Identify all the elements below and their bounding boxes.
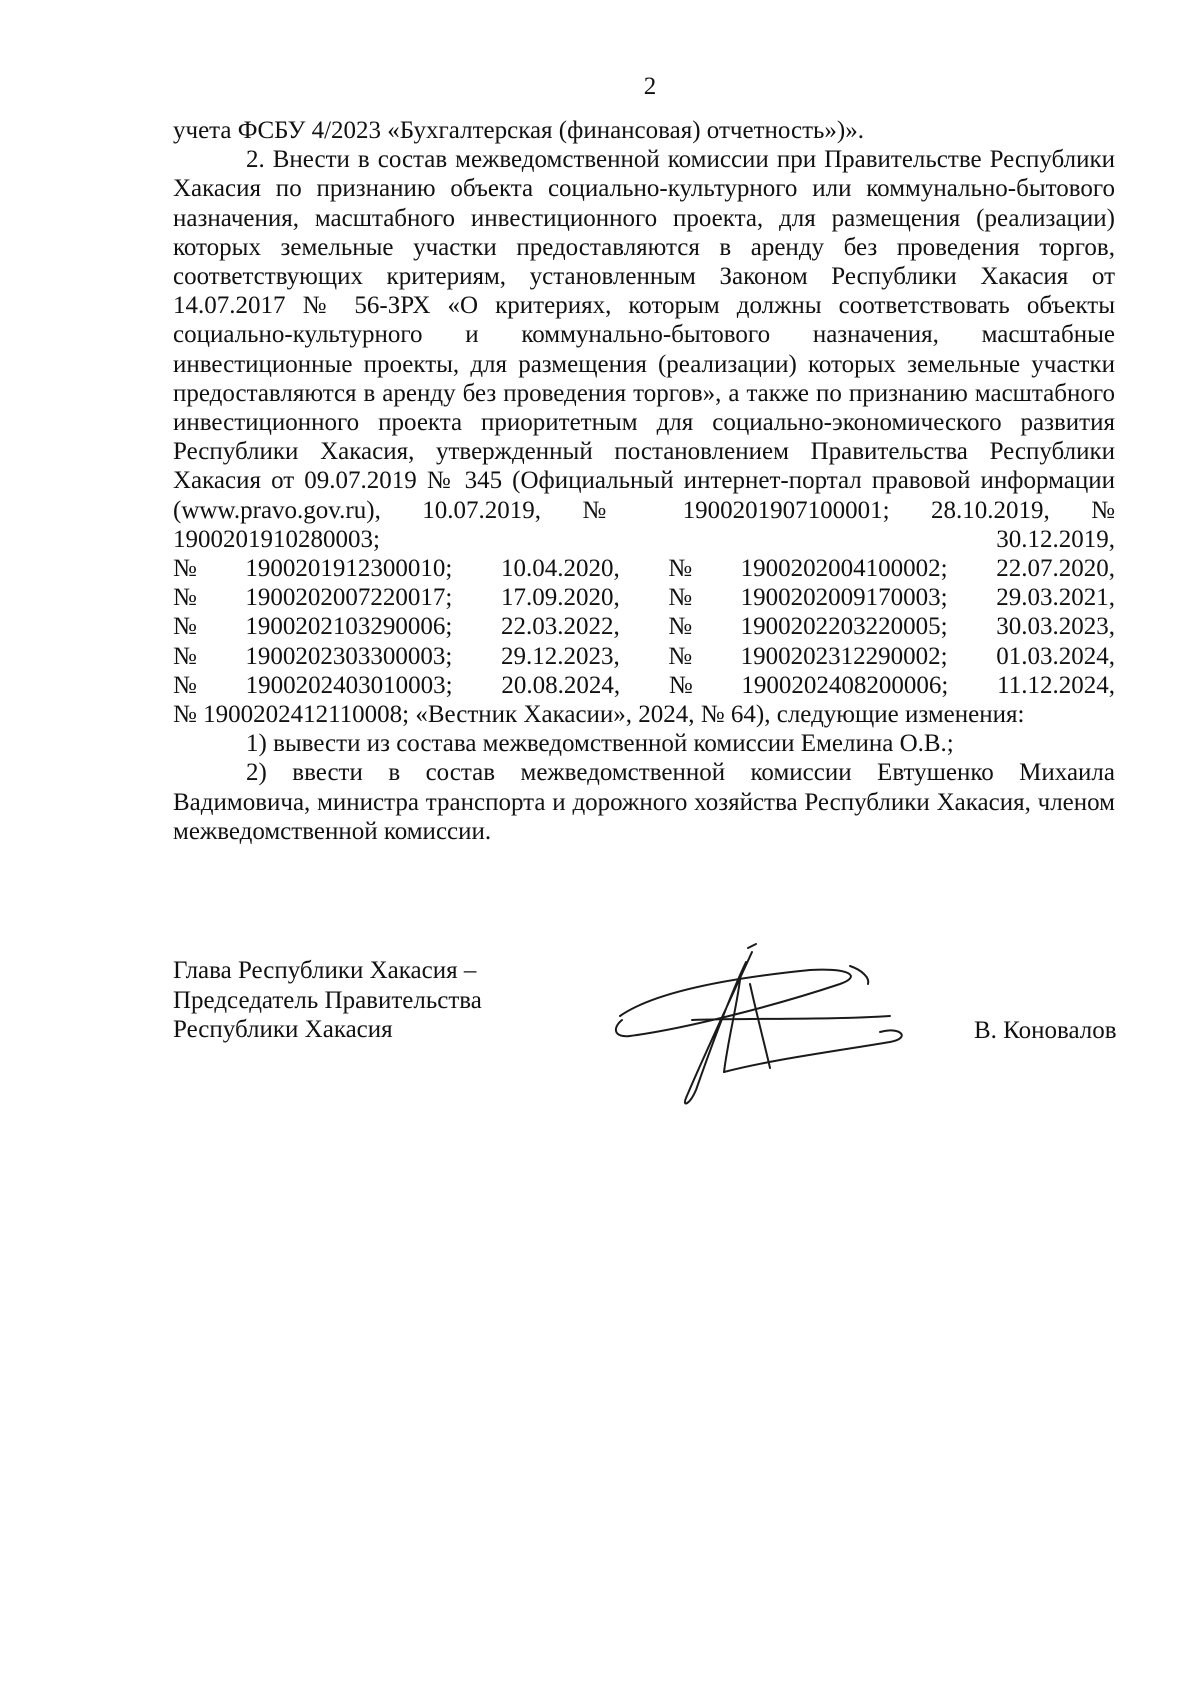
item-2-closing-line: № 1900202412110008; «Вестник Хакасии», 2024, № 64), следующие изменения: — [173, 700, 1025, 728]
registry-cell: № — [173, 642, 197, 670]
registry-cell: № — [668, 671, 693, 699]
page-number: 2 — [643, 73, 657, 100]
signatory-title-line: Глава Республики Хакасия – — [173, 957, 477, 984]
registry-cell: 22.03.2022, — [500, 613, 620, 641]
registry-cell: № — [668, 642, 693, 670]
registry-cell: 11.12.2024, — [997, 671, 1115, 699]
handwritten-signature — [600, 940, 940, 1120]
registry-cell: № — [668, 613, 693, 641]
registry-cell: № — [173, 613, 197, 641]
registry-cell: 1900202103290006; — [245, 613, 453, 641]
registry-cell: 1900202403010003; — [245, 671, 453, 699]
registry-cell: 1900202203220005; — [740, 613, 948, 641]
signatory-name: В. Коновалов — [974, 1017, 1117, 1044]
registry-cell: 1900202303300003; — [245, 642, 453, 670]
registry-cell: 1900202004100002; — [740, 555, 948, 583]
registry-cell: № — [173, 671, 197, 699]
signatory-title-line: Республики Хакасия — [173, 1016, 393, 1043]
registry-cell: 1900202408200006; — [741, 671, 949, 699]
registry-table — [173, 554, 1115, 700]
registry-cell: 30.03.2023, — [996, 613, 1115, 641]
signatory-title — [173, 956, 482, 1045]
sub-item-2: 2) ввести в состав межведомственной комиссии Евтушенко Михаила Вадимовича, министра транспорта и дорожного хозяйства Республики Хакасия, членом межведомственной комиссии. — [173, 759, 1115, 845]
registry-cell: 17.09.2020, — [500, 584, 620, 612]
registry-cell: 29.03.2021, — [996, 584, 1115, 612]
registry-row — [173, 583, 1115, 612]
registry-cell: 29.12.2023, — [500, 642, 620, 670]
registry-cell: 20.08.2024, — [501, 671, 621, 699]
continuation-paragraph: учета ФСБУ 4/2023 «Бухгалтерская (финансовая) отчетность»)». — [173, 117, 864, 144]
document-body — [173, 116, 1115, 846]
registry-cell: № — [668, 584, 693, 612]
item-2-paragraph: 2. Внести в состав межведомственной комиссии при Правительстве Республики Хакасия по признанию объекта социально-культурного или коммунально-бытового назначения, масштабного инвестиционного проекта, для размещения (реализации) которых земельные участки предоставляются в аренду без проведения торгов, соответствующих критериям, установленным Законом Республики Хакасия от 14.07.2017 № 56-ЗРХ «О критериях, которым должны соответствовать объекты социально-культурного и коммунально-бытового назначения, масштабные инвестиционные проекты, для размещения (реализации) которых земельные участки предоставляются в аренду без проведения торгов», а также по признанию масштабного инвестиционного проекта приоритетным для социально-экономического развития Республики Хакасия, утвержденный постановлением Правительства Республики Хакасия от 09.07.2019 № 345 (Официальный интернет-портал правовой информации (www.pravo.gov.ru), 10.07.2019, № 1900201907100001; 28.10.2019, № 1900201910280003; 30.12.2019, — [173, 146, 1115, 553]
registry-cell: 10.04.2020, — [500, 555, 620, 583]
registry-cell: 1900202009170003; — [740, 584, 948, 612]
registry-row — [173, 671, 1115, 700]
registry-cell: 1900202007220017; — [245, 584, 453, 612]
registry-cell: 1900201912300010; — [245, 555, 453, 583]
registry-cell: № — [668, 555, 693, 583]
registry-cell: 22.07.2020, — [996, 555, 1115, 583]
registry-cell: № — [173, 555, 197, 583]
registry-row — [173, 612, 1115, 641]
registry-cell: № — [173, 584, 197, 612]
registry-row — [173, 642, 1115, 671]
signatory-title-line: Председатель Правительства — [173, 986, 482, 1014]
registry-cell: 01.03.2024, — [996, 642, 1115, 670]
registry-cell: 1900202312290002; — [740, 642, 948, 670]
sub-item-1: 1) вывести из состава межведомственной комиссии Емелина О.В.; — [246, 730, 954, 758]
registry-row — [173, 554, 1115, 583]
